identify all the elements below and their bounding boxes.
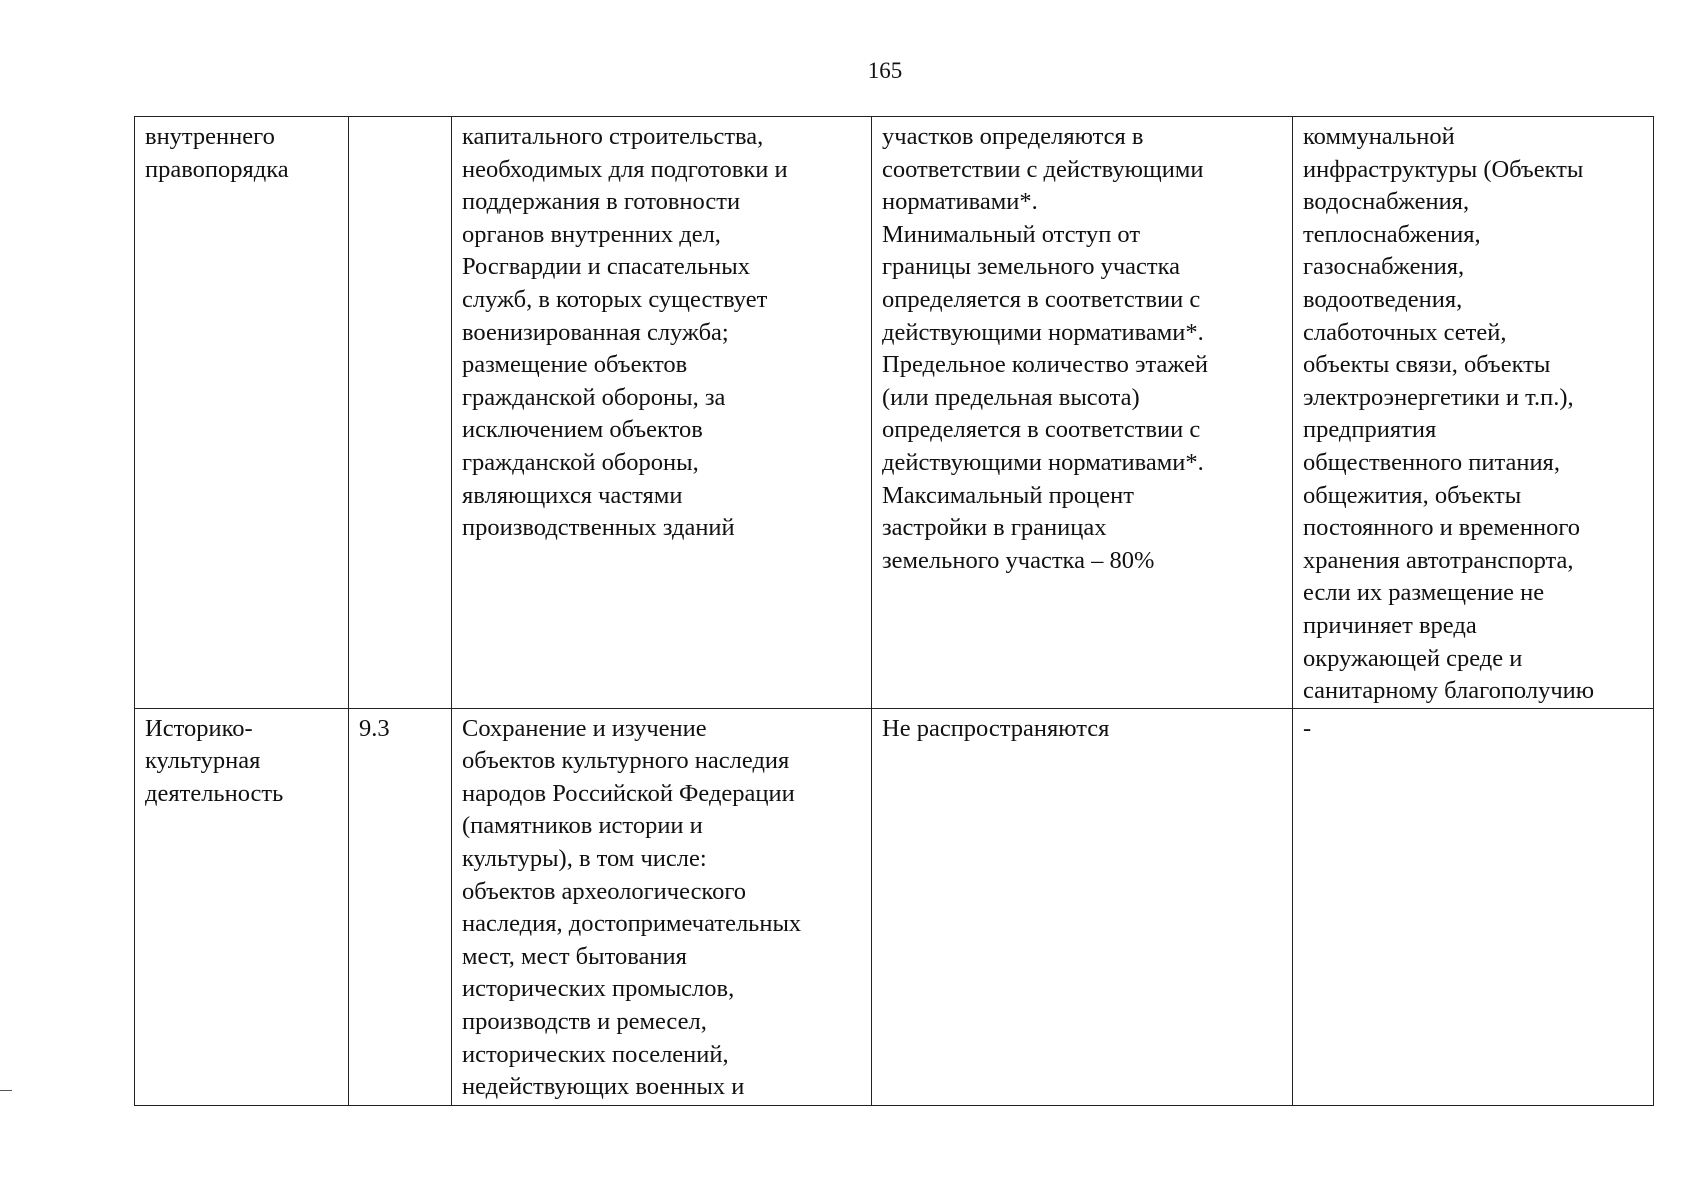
cell-parameters — [872, 117, 1293, 709]
text-line: исторических промыслов, — [462, 975, 735, 1003]
cell-code — [349, 708, 452, 1105]
text-line: исключением объектов — [462, 416, 703, 444]
table-row — [135, 117, 1654, 709]
text-line: объектов археологического — [462, 877, 747, 905]
text-line: Минимальный отступ от — [882, 220, 1141, 248]
cell-name — [135, 117, 349, 709]
text-line: постоянного и временного — [1303, 514, 1581, 542]
text-line: являющихся частями — [462, 481, 683, 509]
text-line: предприятия — [1303, 416, 1437, 444]
text-line: капитального строительства, — [462, 123, 764, 150]
text-line: застройки в границах — [882, 514, 1107, 542]
text-line: (памятников истории и — [462, 812, 703, 840]
text-line: необходимых для подготовки и — [462, 155, 788, 183]
text-line: поддержания в готовности — [462, 188, 741, 216]
text-line: военизированная служба; — [462, 318, 729, 346]
text-line: объекты связи, объекты — [1303, 351, 1551, 379]
text-line: общежития, объекты — [1303, 481, 1522, 509]
text-line: размещение объектов — [462, 351, 688, 379]
text-line: Историко- — [145, 714, 253, 742]
text-line: Предельное количество этажей — [882, 351, 1208, 379]
text-line: Росгвардии и спасательных — [462, 253, 750, 281]
text-line: служб, в которых существует — [462, 285, 768, 313]
text-line: недействующих военных и — [462, 1073, 745, 1101]
text-line: объектов культурного наследия — [462, 747, 790, 775]
text-line: санитарному благополучию — [1303, 677, 1595, 705]
text-line: деятельность — [145, 779, 284, 807]
text-line: причиняет вреда — [1303, 611, 1477, 639]
table-row — [135, 708, 1654, 1105]
cell-name — [135, 708, 349, 1105]
text-line: если их размещение не — [1303, 579, 1545, 607]
text-line: земельного участка – 80% — [882, 546, 1155, 574]
text-line: Максимальный процент — [882, 481, 1134, 509]
text-line: культурная — [145, 747, 261, 775]
text-line: наследия, достопримечательных — [462, 910, 802, 938]
text-line: органов внутренних дел, — [462, 220, 721, 248]
text-line: действующими нормативами*. — [882, 318, 1204, 346]
text-line: общественного питания, — [1303, 448, 1560, 476]
text-line: культуры), в том числе: — [462, 845, 707, 873]
text-line: мест, мест бытования — [462, 942, 687, 970]
text-line: определяется в соответствии с — [882, 416, 1201, 444]
text-line: нормативами*. — [882, 188, 1038, 216]
cell-auxiliary — [1293, 708, 1654, 1105]
text-line: производственных зданий — [462, 514, 735, 542]
text-line: (или предельная высота) — [882, 383, 1140, 411]
page-number: 165 — [867, 58, 903, 83]
text-line: электроэнергетики и т.п.), — [1303, 383, 1574, 411]
text-line: Сохранение и изучение — [462, 714, 707, 742]
cell-code — [349, 117, 452, 709]
text-line: коммунальной — [1303, 123, 1455, 150]
cell-description — [452, 708, 872, 1105]
text-line: действующими нормативами*. — [882, 448, 1204, 476]
scan-margin-mark — [0, 1090, 12, 1091]
text-line: Не распространяются — [882, 714, 1110, 742]
text-line: окружающей среде и — [1303, 644, 1523, 672]
text-line: 9.3 — [359, 714, 390, 742]
text-line: хранения автотранспорта, — [1303, 546, 1574, 574]
text-line: исторических поселений, — [462, 1040, 729, 1068]
cell-auxiliary — [1293, 117, 1654, 709]
text-line: - — [1303, 714, 1312, 742]
cell-parameters — [872, 708, 1293, 1105]
text-line: газоснабжения, — [1303, 253, 1465, 281]
text-line: инфраструктуры (Объекты — [1303, 155, 1584, 183]
text-line: внутреннего — [145, 123, 275, 150]
land-use-table — [134, 116, 1654, 1106]
text-line: водоотведения, — [1303, 285, 1463, 313]
text-line: теплоснабжения, — [1303, 220, 1481, 248]
text-line: гражданской обороны, — [462, 448, 699, 476]
text-line: водоснабжения, — [1303, 188, 1470, 216]
text-line: производств и ремесел, — [462, 1008, 707, 1036]
text-line: правопорядка — [145, 155, 289, 183]
cell-description — [452, 117, 872, 709]
text-line: определяется в соответствии с — [882, 285, 1201, 313]
text-line: народов Российской Федерации — [462, 779, 795, 807]
text-line: слаботочных сетей, — [1303, 318, 1507, 346]
text-line: соответствии с действующими — [882, 155, 1204, 183]
text-line: гражданской обороны, за — [462, 383, 726, 411]
text-line: участков определяются в — [882, 123, 1144, 150]
text-line: границы земельного участка — [882, 253, 1181, 281]
